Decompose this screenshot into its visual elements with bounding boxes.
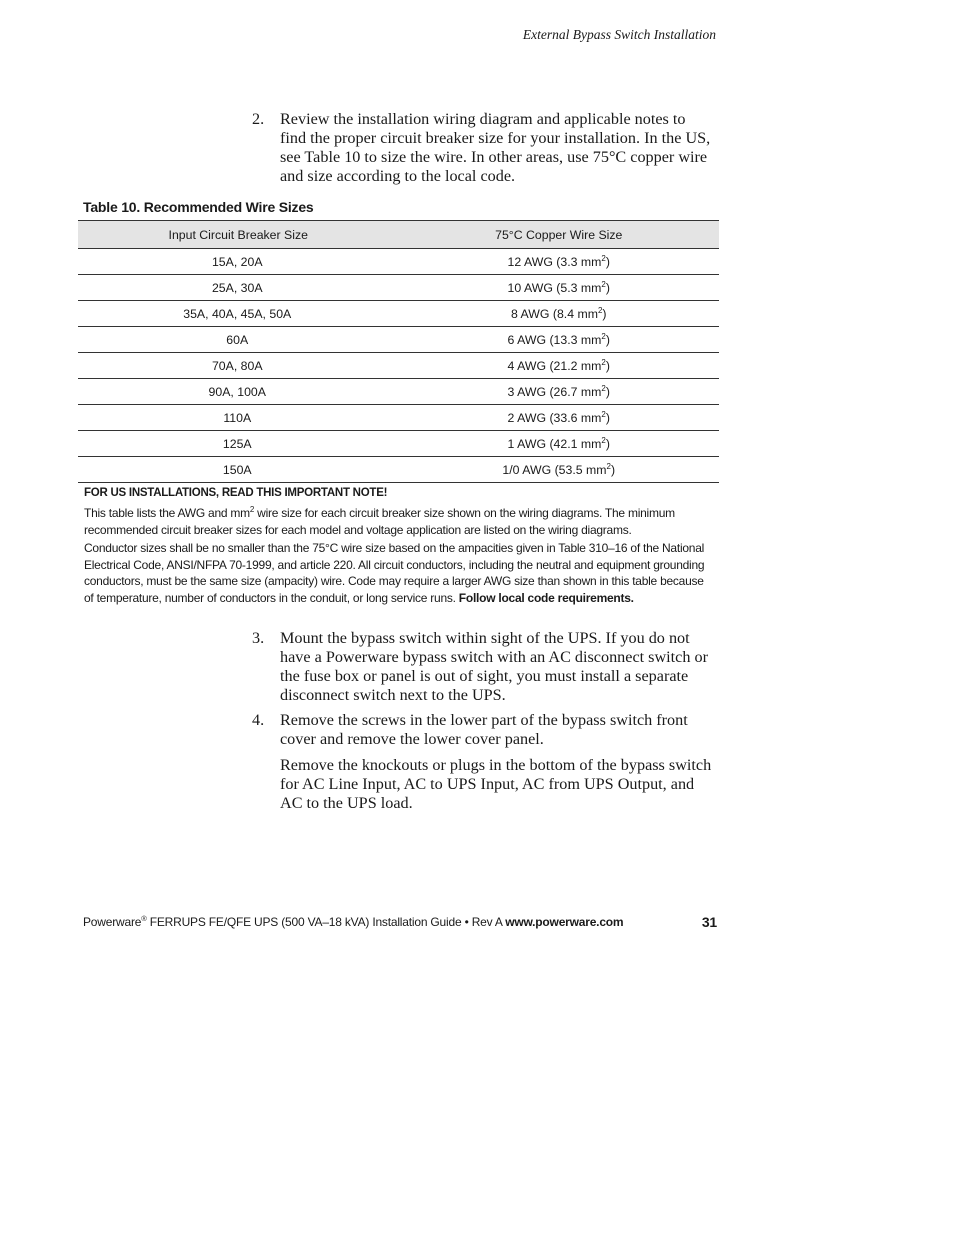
step-4: [252, 711, 714, 749]
column-header-breaker: Input Circuit Breaker Size: [78, 221, 399, 249]
step-text: Remove the screws in the lower part of the bypass switch front cover and remove the lower cover panel.: [280, 711, 688, 748]
superscript: 2: [249, 505, 255, 514]
table-row: [78, 275, 719, 301]
step-2: [252, 110, 714, 186]
step-text: Mount the bypass switch within sight of the UPS. If you do not have a Powerware bypass switch with an AC disconnect switch or the fuse box or panel is out of sight, you must install a separate disconnect switch next to the UPS.: [280, 629, 708, 704]
wire-size-cell: 8 AWG (8.4 $mm^2$): [399, 301, 720, 327]
superscript: 2: [606, 461, 611, 471]
table-row: [78, 353, 719, 379]
step-4-continuation: Remove the knockouts or plugs in the bottom of the bypass switch for AC Line Input, AC to UPS Input, AC from UPS Output, and AC to the UPS load.: [280, 756, 712, 812]
breaker-size-cell: 60A: [78, 327, 399, 353]
step-number: 3.: [252, 629, 265, 647]
table-row: [78, 379, 719, 405]
wire-size-cell: 2 AWG (33.6 $mm^2$): [399, 405, 720, 431]
page-number: 31: [701, 914, 717, 930]
wire-size-cell: 3 AWG (26.7 $mm^2$): [399, 379, 720, 405]
breaker-size-cell: 25A, 30A: [78, 275, 399, 301]
breaker-size-cell: 70A, 80A: [78, 353, 399, 379]
note-paragraph-2: Conductor sizes shall be no smaller than the 75°C wire size based on the ampacities given in Table 310–16 of the National Electrical Code, ANSI/NFPA 70-1999, and article 220. All circuit conductors, including the neutral and equipment grounding conductors, must be the same size (ampacity) wire. Code may require a larger AWG size than shown in this table because of temperature, number of conductors in the conduit, or long service runs. Follow local code requirements.: [84, 541, 705, 605]
wire-size-cell: 6 AWG (13.3 $mm^2$): [399, 327, 720, 353]
superscript: 2: [601, 383, 606, 393]
running-header: External Bypass Switch Installation: [522, 27, 716, 42]
step-text: Review the installation wiring diagram and applicable notes to find the proper circuit breaker size for your installation. In the US, see Table 10 to size the wire. In other areas, use 75°C copper wire and size according to the local code.: [280, 110, 711, 185]
table-row: [78, 327, 719, 353]
step-3: [252, 629, 714, 705]
note-emphasis: Follow local code requirements.: [458, 590, 634, 605]
superscript: 2: [601, 253, 606, 263]
breaker-size-cell: 35A, 40A, 45A, 50A: [78, 301, 399, 327]
step-number: 2.: [252, 110, 265, 128]
table-row: [78, 301, 719, 327]
breaker-size-cell: 125A: [78, 431, 399, 457]
wire-size-cell: 1 AWG (42.1 $mm^2$): [399, 431, 720, 457]
wire-size-table: [78, 220, 719, 483]
breaker-size-cell: 90A, 100A: [78, 379, 399, 405]
superscript: 2: [601, 435, 606, 445]
note-paragraph-1: This table lists the AWG and $mm^2$ wire size for each circuit breaker size shown on the wiring diagrams. The minimum recommended circuit breaker sizes for each model and voltage application are listed on the wiring diagrams.: [84, 505, 675, 537]
footer-brand: Powerware: [83, 915, 142, 929]
note-heading: FOR US INSTALLATIONS, READ THIS IMPORTANT NOTE!: [84, 487, 388, 499]
superscript: 2: [601, 357, 606, 367]
breaker-size-cell: 15A, 20A: [78, 249, 399, 275]
table-row: [78, 249, 719, 275]
breaker-size-cell: 110A: [78, 405, 399, 431]
table-header-row: [78, 221, 719, 249]
superscript: 2: [597, 305, 603, 315]
table-row: [78, 457, 719, 483]
footer-text: FERRUPS FE/QFE UPS (500 VA–18 kVA) Installation Guide • Rev A: [146, 915, 506, 929]
registered-mark: ®: [141, 914, 147, 923]
breaker-size-cell: 150A: [222, 462, 252, 477]
column-header-wire: 75°C Copper Wire Size: [399, 221, 720, 249]
wire-size-cell: 10 AWG (5.3 $mm^2$): [399, 275, 720, 301]
table-row: [78, 405, 719, 431]
wire-size-cell: 12 AWG (3.3 $mm^2$): [399, 249, 720, 275]
wire-size-cell: 1/0 AWG (53.5 $mm^2$): [502, 461, 616, 477]
superscript: 2: [601, 409, 606, 419]
wire-size-cell: 4 AWG (21.2 $mm^2$): [399, 353, 720, 379]
superscript: 2: [601, 279, 606, 289]
page-footer: [83, 915, 717, 929]
table-row: [78, 431, 719, 457]
footer-url[interactable]: www.powerware.com: [505, 915, 624, 929]
step-number: 4.: [252, 711, 265, 729]
superscript: 2: [601, 331, 606, 341]
table-title: Table 10. Recommended Wire Sizes: [83, 199, 314, 215]
